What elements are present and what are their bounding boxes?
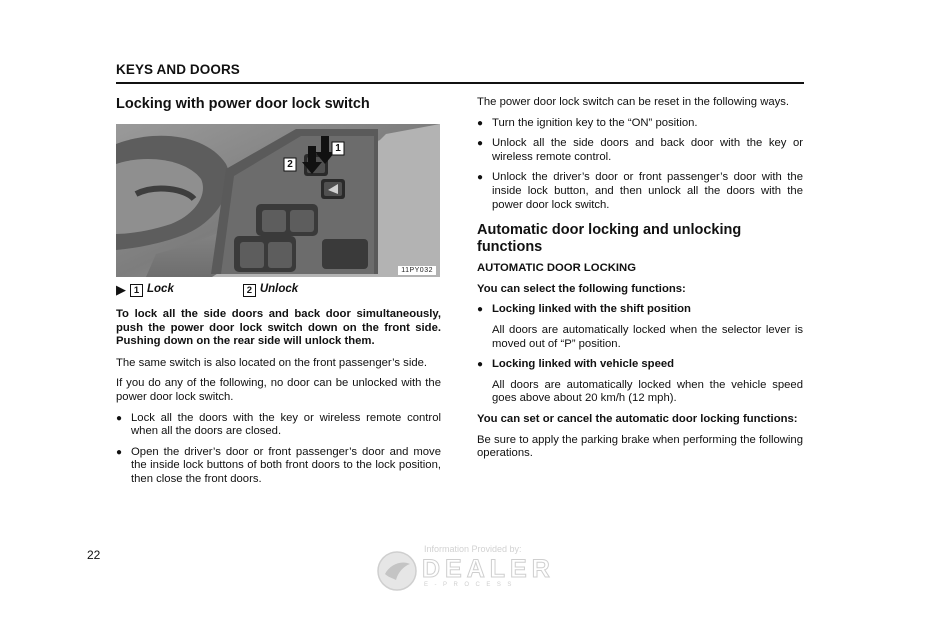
caption-2-number: 2 [243,284,256,297]
function-2-title: Locking linked with vehicle speed [492,358,675,371]
list-item [477,171,803,212]
caption-1-number: 1 [130,284,143,297]
list-item [116,412,441,439]
left-column [116,96,441,487]
callout-1-label: 1 [335,143,341,154]
bullet-icon: ● [477,304,484,316]
bullet-icon: ● [477,138,484,150]
list-item [477,303,803,317]
watermark [376,542,566,594]
function-2-text: All doors are automatically locked when the vehicle speed goes above about 20 km/h (12 mph). [492,378,803,405]
reset-intro: The power door lock switch can be reset in the following ways. [477,96,790,108]
list-item [477,137,803,164]
auto-lock-heading: Automatic door locking and unlocking functions [477,222,742,256]
page-number: 22 [87,548,101,562]
pointer-arrow-icon: ▶ [116,282,126,298]
figure-caption [116,282,441,298]
watermark-sub: E-PROCESS [424,582,518,588]
select-functions: You can select the following functions: [477,282,686,295]
same-switch-note: The same switch is also located on the front passenger’s side. [116,356,428,369]
header-divider [116,82,804,84]
caption-lock [116,283,174,297]
bullet-icon: ● [477,117,484,129]
watermark-brand: DEALER [422,555,555,583]
bullet-icon: ● [477,172,484,184]
list-item-text: Unlock the driver’s door or front passenger’s door with the inside lock button, and then unlock all the doors with the power door lock switch. [492,171,803,211]
list-item [477,358,803,372]
door-lock-switch-photo [116,124,440,277]
caption-1-text: Lock [147,283,174,296]
caption-unlock [243,283,298,297]
lock-instruction: To lock all the side doors and back door simultaneously, push the power door lock switch down on the front side. Pushing down on the rear side will unlock them. [116,308,441,348]
section-title: KEYS AND DOORS [116,62,240,77]
list-item [477,117,803,131]
function-1-title: Locking linked with the shift position [492,303,691,316]
figure-code: 11PY032 [398,266,436,275]
set-cancel-line: You can set or cancel the automatic door locking functions: [477,412,798,425]
door-panel-illustration [116,124,440,277]
list-item-text: Turn the ignition key to the “ON” position. [492,116,698,129]
auto-lock-subheading: AUTOMATIC DOOR LOCKING [477,262,636,275]
parking-brake-note: Be sure to apply the parking brake when performing the following operations. [477,433,803,460]
left-heading: Locking with power door lock switch [116,96,370,112]
callout-2-label: 2 [287,159,293,170]
function-1-text: All doors are automatically locked when the selector lever is moved out of “P” position. [492,323,803,350]
bullet-icon: ● [116,412,123,424]
bullet-icon: ● [116,446,123,458]
caption-2-text: Unlock [259,283,299,296]
watermark-line: Information Provided by: [424,544,522,554]
right-column [477,96,803,461]
list-item [116,446,441,487]
list-item-text: Open the driver’s door or front passenger’s door and move the inside lock buttons of both front doors to the lock position, then close the front doors. [131,445,441,485]
bullet-icon: ● [477,359,484,371]
list-item-text: Lock all the doors with the key or wireless remote control when all the doors are closed. [131,411,441,438]
dealer-logo-icon [376,550,418,592]
cannot-unlock-intro: If you do any of the following, no door can be unlocked with the power door lock switch. [116,377,441,403]
list-item-text: Unlock all the side doors and back door with the key or wireless remote control. [492,137,803,163]
